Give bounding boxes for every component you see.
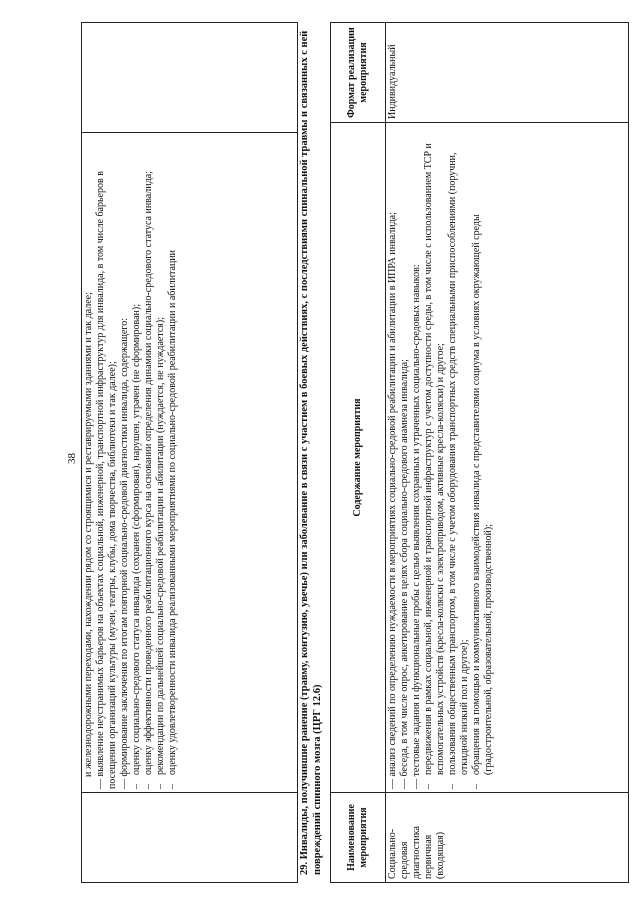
sub-item: – оценку эффективности проведенного реабилитационного курса на основании определения динамики социально-средового статуса инвалида; [143,171,154,789]
text-line: — тестовые задания и функциональные пробы с целью выявления сохранных и утраченных социально-средовых навыков: [411,264,422,789]
empty-cell-name [82,793,298,883]
column-header-name: Наименование мероприятия [331,793,386,883]
table-row [386,23,629,883]
page-number: 38 [66,453,78,464]
empty-cell-format [82,23,298,133]
sub-item: – пользования общественным транспортом, в том числе с учетом оборудования транспортных средств специальными приспособлениями (поручни, откидной низкий пол и другое); [447,152,470,789]
text-line: — беседа, в том числе опрос, анкетирование в целях сбора социально-средового анамнеза инвалида; [399,359,410,789]
measures-table [330,22,629,883]
sub-item: – оценку удовлетворенности инвалида реализованными мероприятиями по социально-средовой реабилитации и абилитации [167,249,178,789]
text-line: — формирование заключения по итогам повторной социально-средовой диагностики инвалида, содержащего: [119,317,130,789]
sub-item: – обращения за помощью и коммуникативного взаимодействия инвалида с представителями социума в условиях окружающей среды (градостроительной, образовательной, производственной); [471,214,494,789]
measure-content [386,123,629,793]
sub-item: – передвижения в рамках социальной, инженерной и транспортной инфраструктур с учетом доступности среды, в том числе с использованием ТСР и вспомогательных устройств (кресла-коляски с электроприводом, активные кресла-коляски) и другое; [423,143,446,789]
continued-table [81,22,298,883]
text-line: — выявление неустранимых барьеров на объектах социальной, инженерной, транспортной инфраструктур для инвалида, в том числе барьеров в посещении организаций культуры (музеи, театры, клубы, дома творчества, библиотеки и так далее); [95,171,118,789]
sub-item: – оценку социально-средового статуса инвалида (сохранен (сформирован), нарушен, утрачен (не сформирован); [131,303,142,789]
sub-item: – рекомендации по дальнейшей социально-средовой реабилитации и абилитации (нуждается, не нуждается); [155,317,166,789]
section-title: 29. Инвалиды, получившие ранение (травму, контузию, увечье) или заболевание в связи с участием в боевых действиях, с последствиями спинальной травмы и связанных с ней повреждений спинного мозга (ЦРГ 12.6) [299,30,323,875]
text-line: и железнодорожными переходами, нахождении рядом со строящимися и реставрируемыми зданиями и так далее; [83,292,94,777]
text-line: — анализ сведений по определению нуждаемости в мероприятиях социально-средовой реабилитации и абилитации в ИПРА инвалида; [387,212,398,789]
table-header-row [331,23,386,883]
measure-format: Индивидуальный [386,23,629,123]
continued-content-cell [82,133,298,793]
measure-name: Социально-средовая диагностика первичная (входящая) [386,793,629,883]
column-header-content: Содержание мероприятия [331,123,386,793]
column-header-format: Формат реализации мероприятия [331,23,386,123]
